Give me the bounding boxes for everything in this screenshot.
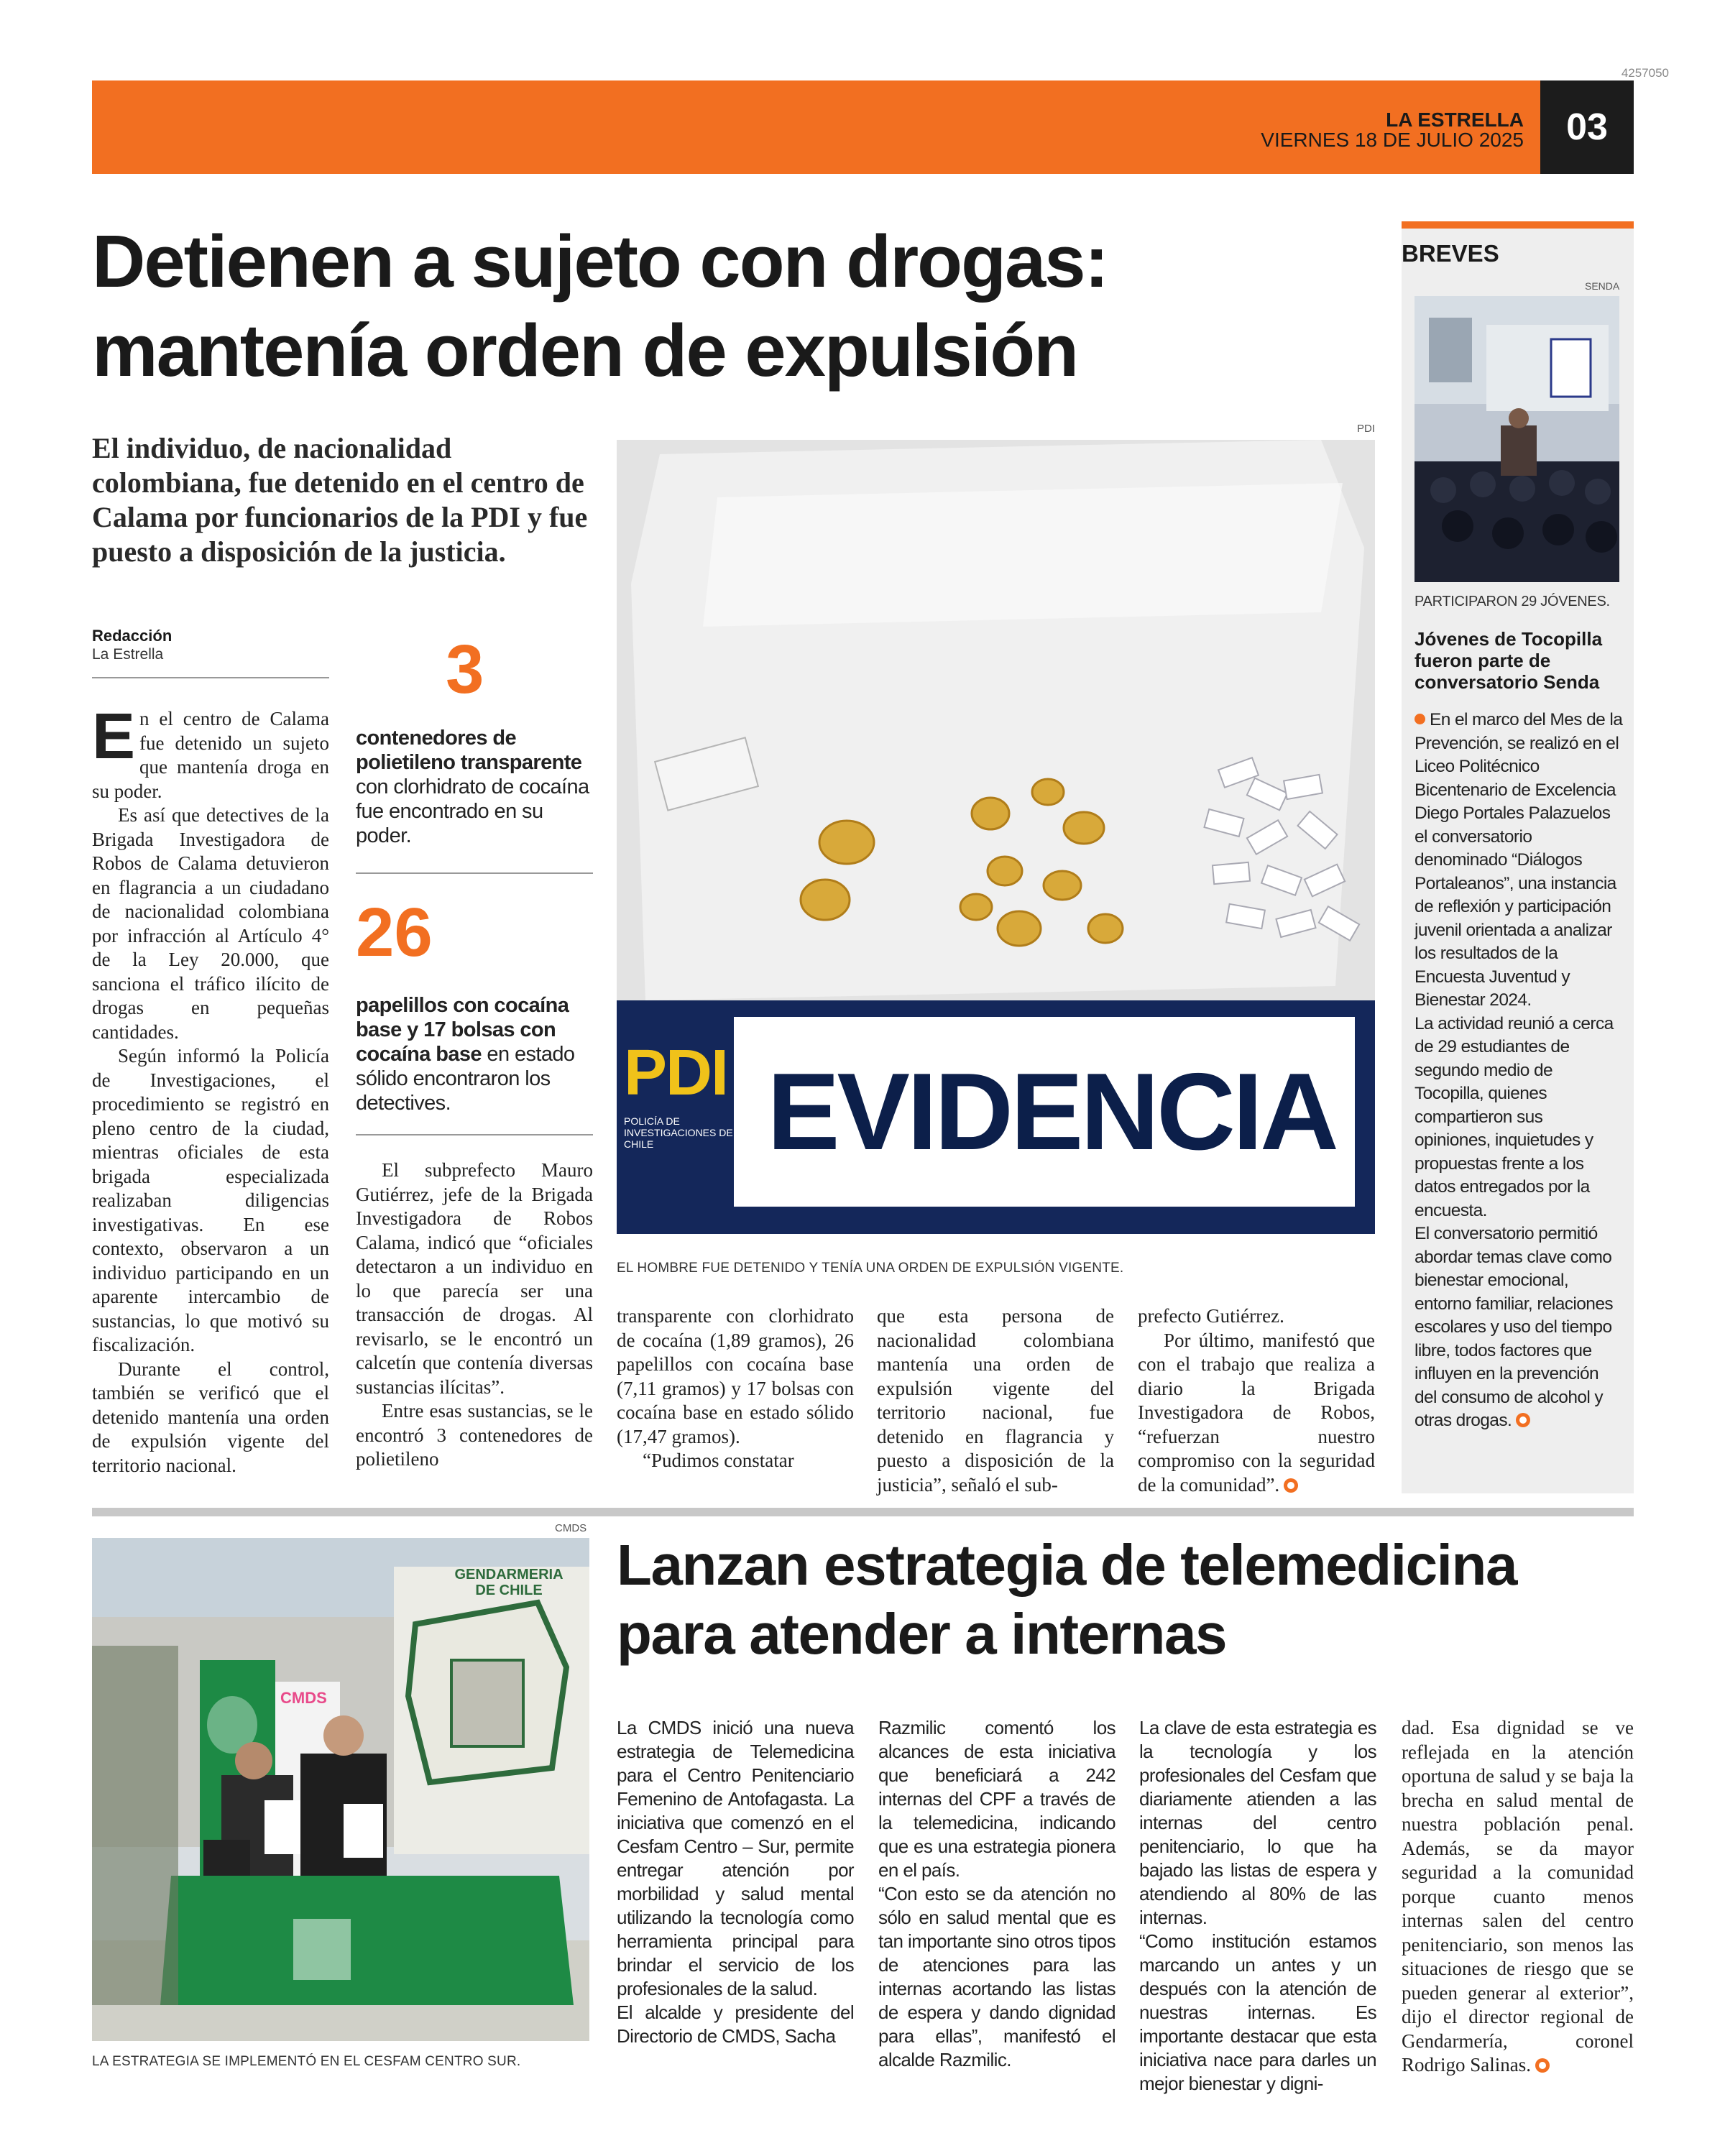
end-mark-icon (1284, 1478, 1298, 1493)
article2-col4: dad. Esa dignidad se ve reflejada en la atención oportuna de salud y se baja la brecha en salud mental de nuestra población penal. Además, se da mayor seguridad a la comunidad porque cuanto menos internas salen del centro penitenciario, son menos las situaciones de riesgo que se pueden generar al exterior”, dijo el director regional de Gendarmería, coronel Rodrigo Salinas. (1402, 1717, 1634, 2076)
article1-col5: prefecto Gutiérrez. Por último, manifestó que con el trabajo que realiza a diario la Brigada Investigadora de Robos, “refuerzan nuestro compromiso con la seguridad de la comunidad”. (1138, 1305, 1375, 1496)
bullet-dot-icon (1414, 714, 1425, 724)
article1-photo-credit: PDI (1357, 423, 1376, 435)
end-mark-icon (1535, 2058, 1550, 2073)
end-mark-icon (1516, 1413, 1530, 1427)
article2-headline-line1: Lanzan estrategia de telemedicina (617, 1533, 1517, 1597)
drop-cap: E (92, 701, 136, 773)
article2-photo-credit: CMDS (555, 1522, 587, 1534)
page-number-box (1540, 80, 1634, 174)
stat2-text (356, 993, 593, 1115)
article1-col2: El subprefecto Mauro Gutiérrez, jefe de la Brigada Investigadora de Robos Calama, indicó que “oficiales detectaron a un individuo en lo que parecía ser una transacción de drogas. Al revisarlo, se le encontró un calcetín que contenía diversas sustancias ilícitas”. Entre esas sustancias, se le encontró 3 contenedores de polietileno (356, 1159, 593, 1470)
evidence-photo (617, 440, 1375, 1234)
edition-date: VIERNES 18 DE JULIO 2025 (1261, 129, 1524, 151)
stat1-text (356, 726, 593, 848)
sidebar-photo (1414, 296, 1619, 582)
evidence-photo-caption: EL HOMBRE FUE DETENIDO Y TENÍA UNA ORDEN DE EXPULSIÓN VIGENTE. (617, 1261, 1124, 1276)
article2-headline (617, 1531, 1634, 1669)
stat2-rest: en estado sólido encontraron los detectives. (356, 1043, 575, 1115)
stat1-bold: contenedores de polietileno transparente (356, 727, 582, 774)
article1-byline (92, 627, 329, 663)
stat2-number: 26 (356, 894, 433, 971)
article1-headline-line2: mantenía orden de expulsión (92, 309, 1078, 392)
newspaper-name: LA ESTRELLA (1386, 109, 1524, 131)
stat1-rest: con clorhidrato de cocaína fue encontrado en su poder. (356, 775, 589, 847)
article2-col3: La clave de esta estrategia es la tecnología y los profesionales del Cesfam que diariamente atienden a las internas del centro penitenciario, lo que ha bajado las listas de espera y atendiendo al 80% de las internas. “Como institución estamos marcando un antes y un después con la atención de nuestras internas. Es importante destacar que esta iniciativa nace para darles un mejor bienestar y digni- (1139, 1717, 1376, 2094)
conversatorio-photo-illustration (1414, 296, 1619, 582)
article1-headline-line1: Detienen a sujeto con drogas: (92, 220, 1108, 303)
article1-headline (92, 217, 1379, 395)
photo-banner-cmds: CMDS (280, 1689, 327, 1707)
sidebar-section-title: BREVES (1402, 240, 1499, 267)
telemedicina-photo-illustration (92, 1538, 589, 2041)
sidebar-photo-credit: SENDA (1585, 280, 1620, 292)
sidebar-photo-caption: PARTICIPARON 29 JÓVENES. (1414, 594, 1610, 609)
evidence-sign-word: EVIDENCIA (767, 1051, 1336, 1173)
article1-col1: En el centro de Calama fue detenido un sujeto que mantenía droga en su poder. Es así que detectives de la Brigada Investigadora de Robos de Calama detuvieron en flagrancia a un ciudadano de nacionalidad colombiana por infracción al Artículo 4° de la Ley 20.000, que sanciona el tráfico ilícito de drogas en pequeñas cantidades. Según informó la Policía de Investigaciones, el procedimiento se registró en pleno centro de la ciudad, mientras oficiales de esta brigada especializada realizaban diligencias investigativas. En ese contexto, observaron a un individuo participando en un aparente intercambio de sustancias, lo que motivó su fiscalización. Durante el control, también se verificó que el detenido mantenía una orden de expulsión vigente del territorio nacional. (92, 701, 329, 1476)
article2-col2: Razmilic comentó los alcances de esta iniciativa que beneficiará a 242 internas del CPF a través de la telemedicina, indicando que es una estrategia pionera en el país. “Con esto se da atención no sólo en salud mental que es tan importante sino otros tipos de atenciones para las internas acortando las listas de espera y dando dignidad para ellas”, manifestó el alcalde Razmilic. (878, 1717, 1116, 2070)
sidebar-top-rule (1402, 221, 1634, 229)
article2-col1: La CMDS inició una nueva estrategia de Telemedicina para el Centro Penitenciario Femenino de Antofagasta. La iniciativa que comenzó en el Cesfam Centro – Sur, permite entregar atención por morbilidad y salud mental utilizando la tecnología como herramienta principal para brindar el servicio de los profesionales de la salud. El alcalde y presidente del Directorio de CMDS, Sacha (617, 1717, 854, 2047)
page-number: 03 (1566, 106, 1608, 148)
sidebar-body: En el marco del Mes de la Prevención, se realizó en el Liceo Politécnico Bicentenario de Excelencia Diego Portales Palazuelos el conversatorio denominado “Diálogos Portaleanos”, una instancia de reflexión y participación juvenil orientada a analizar los resultados de la Encuesta Juventud y Bienestar 2024. La actividad reunió a cerca de 29 estudiantes de segundo medio de Tocopilla, quienes compartieron sus opiniones, inquietudes y propuestas frente a los datos entregados por la encuesta. El conversatorio permitió abordar temas clave como bienestar emocional, entorno familiar, relaciones escolares y uso del tiempo libre, todos factores que influyen en la prevención del consumo de alcohol y otras drogas. (1414, 710, 1623, 1430)
telemedicina-photo-caption: LA ESTRATEGIA SE IMPLEMENTÓ EN EL CESFAM CENTRO SUR. (92, 2054, 521, 2069)
article1-col4: que esta persona de nacionalidad colombiana mantenía una orden de expulsión vigente del territorio nacional, fue detenido en flagrancia y puesto a disposición de la justicia”, señaló el sub- (877, 1305, 1114, 1496)
sidebar-headline: Jóvenes de Tocopilla fueron parte de conversatorio Senda (1414, 628, 1603, 693)
stat-rule-2 (356, 1134, 593, 1135)
page-code: 4257050 (1621, 66, 1669, 80)
byline-outlet: La Estrella (92, 646, 164, 663)
section-divider (92, 1508, 1634, 1516)
telemedicina-photo (92, 1538, 589, 2041)
stat2-bold: papelillos con cocaína base y 17 bolsas con cocaína base (356, 994, 569, 1066)
evidence-sign-sub: POLICÍA DE INVESTIGACIONES DE CHILE (624, 1115, 733, 1150)
article2-headline-line2: para atender a internas (617, 1602, 1227, 1666)
stat1-number: 3 (446, 631, 484, 708)
article1-col3: transparente con clorhidrato de cocaína (1,89 gramos), 26 papelillos con cocaína base (7,11 gramos) y 17 bolsas con cocaína base en estado sólido (17,47 gramos). “Pudimos constatar (617, 1305, 854, 1471)
byline-name: Redacción (92, 627, 172, 645)
article1-lead: El individuo, de nacionalidad colombiana, fue detenido en el centro de Calama por funcionarios de la PDI y fue puesto a disposición de la justicia. (92, 432, 588, 568)
stat-rule-1 (356, 872, 593, 874)
byline-rule (92, 677, 329, 678)
photo-sign-gendarmeria: GENDARMERIA DE CHILE (454, 1567, 564, 1598)
evidence-sign-pdi: PDI (624, 1037, 728, 1109)
